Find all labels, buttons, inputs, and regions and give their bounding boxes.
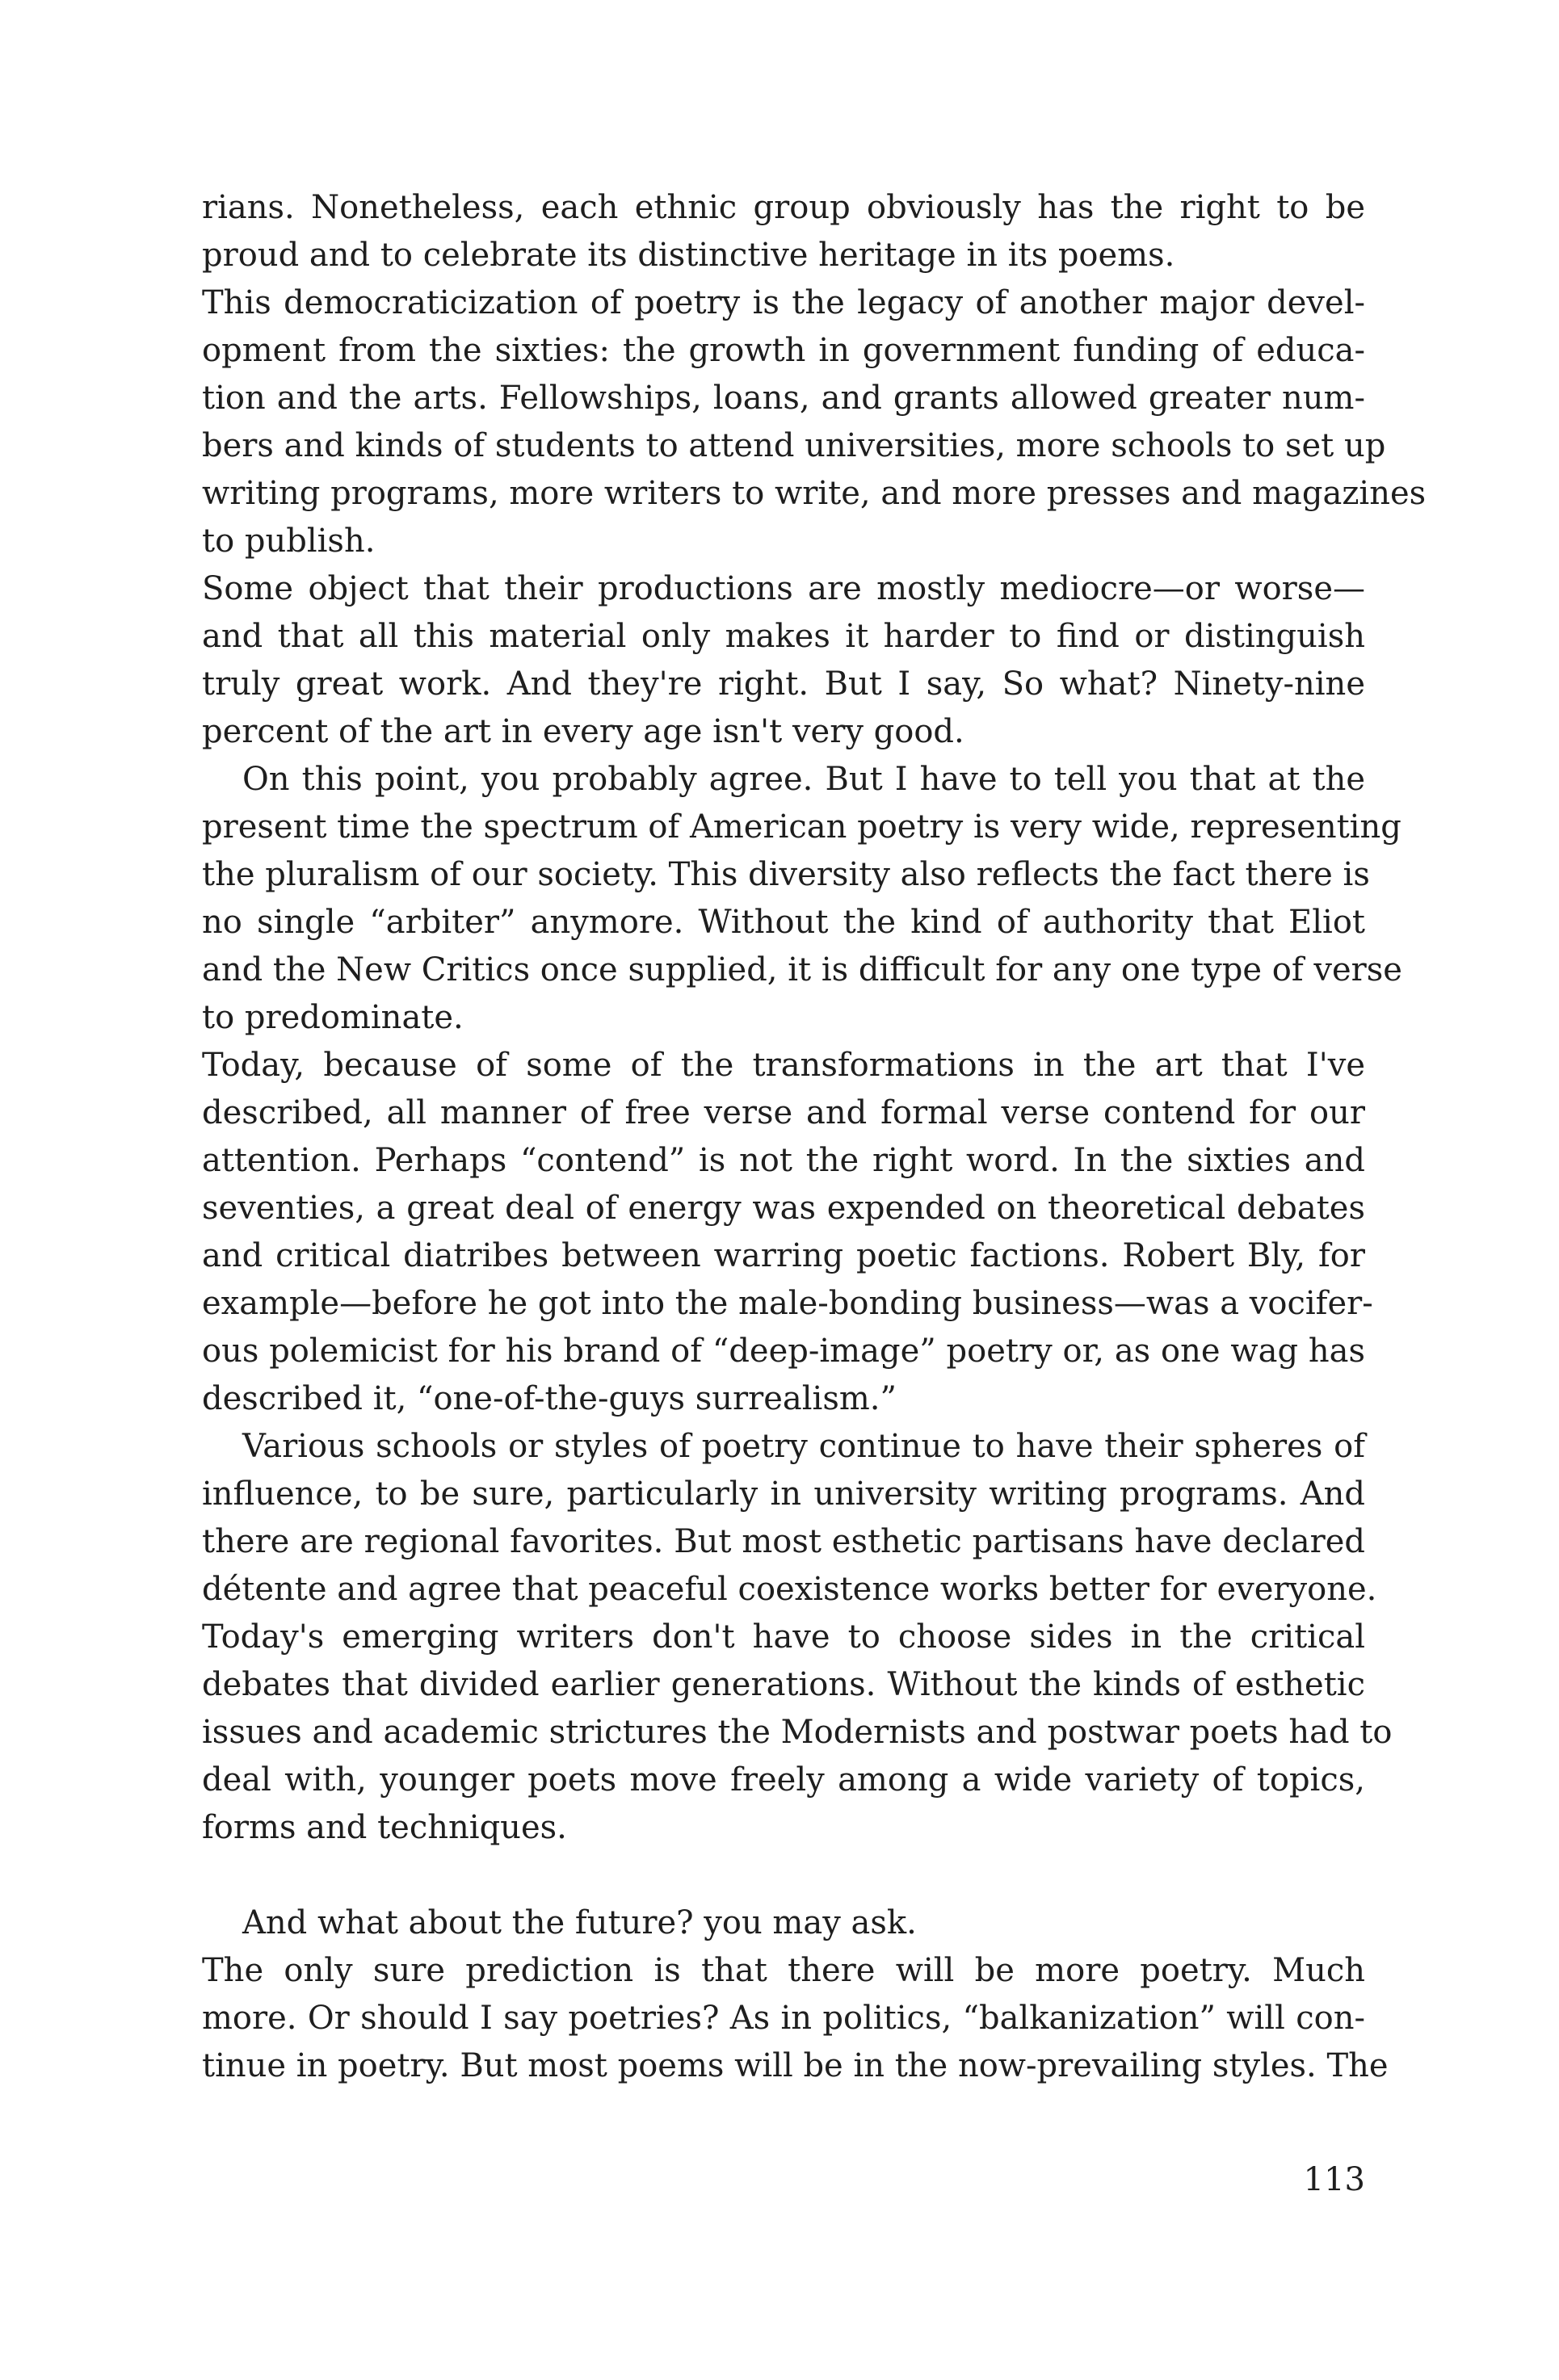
text-line: truly great work. And they're right. But I say, So what? Ninety-nine (202, 665, 1365, 703)
text-line: forms and techniques. (202, 1809, 567, 1846)
text-line: to predominate. (202, 999, 464, 1036)
text-line: proud and to celebrate its distinctive heritage in its poems. (202, 237, 1175, 274)
section-break (202, 1852, 1365, 1899)
text-line: Today, because of some of the transformations in the art that I've (202, 1047, 1365, 1084)
text-line: there are regional favorites. But most esthetic partisans have declared (202, 1523, 1365, 1560)
text-line: example—before he got into the male-bonding business—was a vocifer- (202, 1285, 1373, 1322)
text-line: described it, “one-of-the-guys surrealism.” (202, 1380, 897, 1417)
text-line: détente and agree that peaceful coexistence works better for everyone. (202, 1571, 1377, 1608)
text-line: tinue in poetry. But most poems will be in the now-prevailing styles. The (202, 2047, 1389, 2084)
text-line: Various schools or styles of poetry continue to have their spheres of (242, 1428, 1365, 1465)
text-line: tion and the arts. Fellowships, loans, and grants allowed greater num- (202, 380, 1365, 417)
text-line: On this point, you probably agree. But I have to tell you that at the (242, 761, 1365, 798)
text-line: and that all this material only makes it harder to find or distinguish (202, 618, 1365, 655)
text-line: bers and kinds of students to attend universities, more schools to set up (202, 427, 1386, 464)
text-line: present time the spectrum of American poetry is very wide, representing (202, 808, 1401, 846)
text-line: attention. Perhaps “contend” is not the right word. In the sixties and (202, 1142, 1365, 1179)
text-line: And what about the future? you may ask. (242, 1904, 917, 1941)
text-line: seventies, a great deal of energy was expended on theoretical debates (202, 1190, 1365, 1227)
text-line: deal with, younger poets move freely among a wide variety of topics, (202, 1761, 1365, 1799)
text-line: The only sure prediction is that there will be more poetry. Much (202, 1952, 1365, 1989)
text-line: percent of the art in every age isn't very good. (202, 713, 964, 750)
text-line: influence, to be sure, particularly in university writing programs. And (202, 1475, 1365, 1513)
text-line: ous polemicist for his brand of “deep-image” poetry or, as one wag has (202, 1333, 1365, 1370)
text-line: Some object that their productions are mostly mediocre—or worse— (202, 570, 1365, 607)
text-line: opment from the sixties: the growth in government funding of educa- (202, 332, 1365, 369)
text-line: more. Or should I say poetries? As in politics, “balkanization” will con- (202, 2000, 1365, 2037)
text-line: and the New Critics once supplied, it is difficult for any one type of verse (202, 951, 1402, 989)
text-line: no single “arbiter” anymore. Without the kind of authority that Eliot (202, 904, 1365, 941)
text-line: rians. Nonetheless, each ethnic group obviously has the right to be (202, 189, 1365, 226)
text-line: issues and academic strictures the Modernists and postwar poets had to (202, 1714, 1393, 1751)
text-line: to publish. (202, 523, 376, 560)
text-line: and critical diatribes between warring poetic factions. Robert Bly, for (202, 1237, 1365, 1274)
text-line: the pluralism of our society. This diversity also reflects the fact there is (202, 856, 1370, 893)
text-line: This democraticization of poetry is the legacy of another major devel- (202, 284, 1365, 321)
page-body (202, 184, 1427, 2090)
text-line: writing programs, more writers to write, and more presses and magazines (202, 475, 1427, 512)
text-line: debates that divided earlier generations. Without the kinds of esthetic (202, 1666, 1365, 1703)
page-number: 113 (1303, 2161, 1365, 2198)
text-line: described, all manner of free verse and formal verse contend for our (202, 1094, 1365, 1131)
text-line: Today's emerging writers don't have to choose sides in the critical (202, 1618, 1365, 1656)
